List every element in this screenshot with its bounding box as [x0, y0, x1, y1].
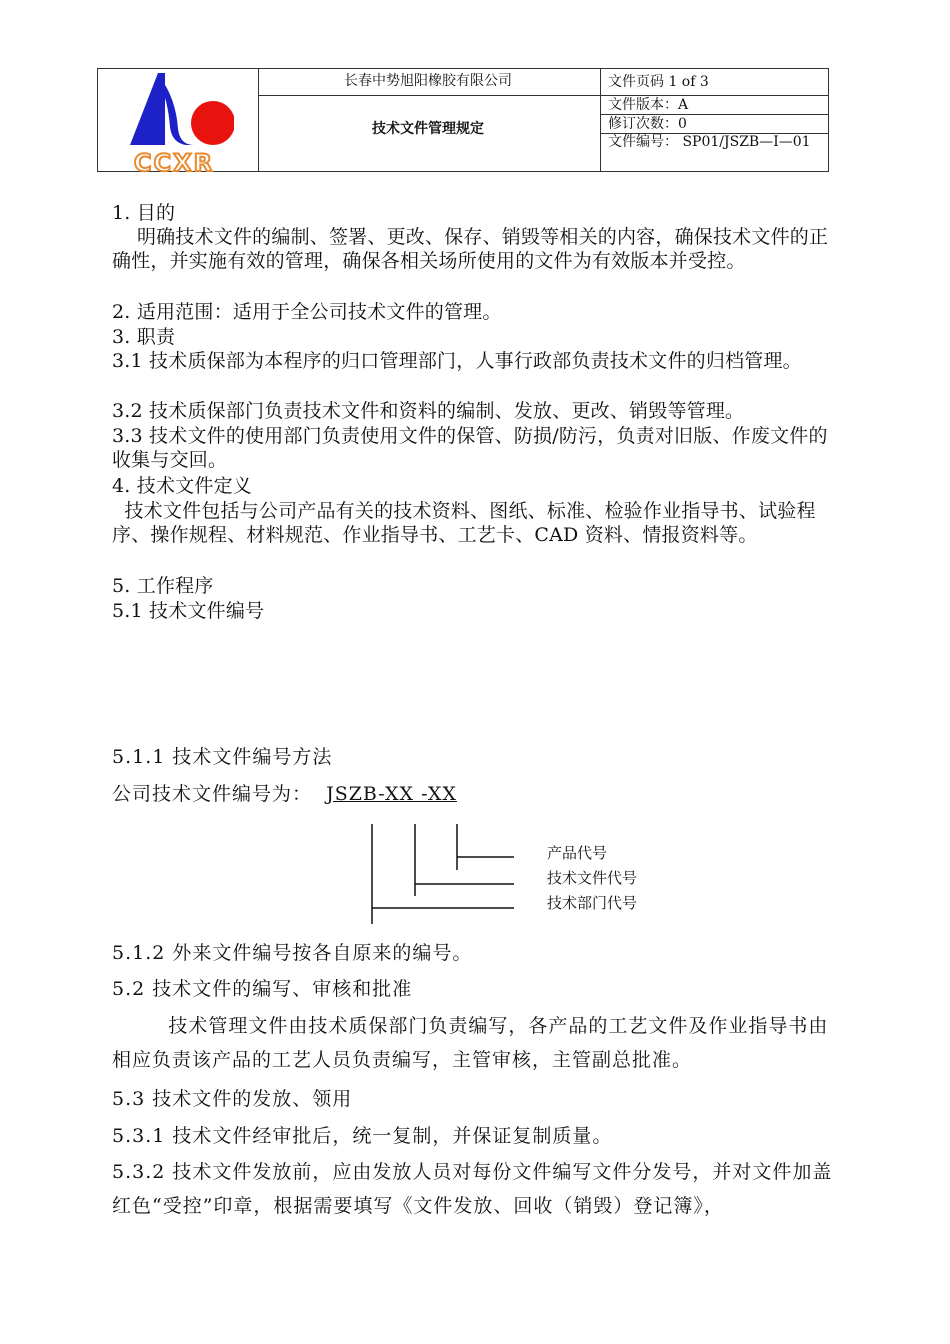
label-document-code: 技术文件代号 — [547, 869, 638, 887]
header-divider — [600, 114, 828, 115]
section-heading: 5. 工作程序 — [112, 575, 214, 597]
header-divider — [258, 95, 600, 96]
paragraph: 3.1 技术质保部为本程序的归口管理部门，人事行政部负责技术文件的归档管理。 — [112, 350, 802, 372]
paragraph: 5.3.2 技术文件发放前，应由发放人员对每份文件编写文件分发号，并对文件加盖红色“受控”印章，根据需要填写《文件发放、回收（销毁）登记簿》， — [112, 1161, 833, 1217]
document-title: 技术文件管理规定 — [372, 121, 484, 137]
paragraph: 5.1.2 外来文件编号按各自原来的编号。 — [112, 942, 473, 964]
code-format-line — [112, 777, 840, 811]
section-heading: 4. 技术文件定义 — [112, 475, 252, 497]
paragraph: 3.2 技术质保部门负责技术文件和资料的编制、发放、更改、销毁等管理。 — [112, 400, 745, 422]
code-format-label: 公司技术文件编号为： — [112, 783, 327, 805]
subsection-heading: 5.2 技术文件的编写、审核和批准 — [112, 978, 413, 1000]
paragraph: 2. 适用范围：适用于全公司技术文件的管理。 — [112, 301, 502, 323]
code-part-dept: JSZB — [326, 783, 379, 805]
header-divider — [600, 95, 828, 96]
paragraph: 3.3 技术文件的使用部门负责使用文件的保管、防损/防污，负责对旧版、作废文件的收集与交回。 — [112, 425, 828, 471]
page-number: 文件页码 1 of 3 — [608, 74, 709, 90]
label-product-code: 产品代号 — [547, 844, 608, 862]
label-department-code: 技术部门代号 — [547, 894, 638, 912]
logo-text: CCXR — [133, 149, 215, 173]
subsection-heading: 5.1.1 技术文件编号方法 — [112, 746, 333, 768]
subsection-heading: 5.1 技术文件编号 — [112, 600, 265, 622]
paragraph: 5.3.1 技术文件经审批后，统一复制，并保证复制质量。 — [112, 1125, 613, 1147]
subsection-heading: 5.3 技术文件的发放、领用 — [112, 1088, 353, 1110]
paragraph: 明确技术文件的编制、签署、更改、保存、销毁等相关的内容，确保技术文件的正确性，并实施有效的管理，确保各相关场所使用的文件为有效版本并受控。 — [112, 226, 829, 272]
company-name: 长春中势旭阳橡胶有限公司 — [344, 73, 512, 89]
company-logo — [116, 69, 234, 173]
header-divider — [600, 69, 601, 171]
document-header-table — [97, 68, 829, 172]
document-code: 文件编号： SP01/JSZB—I—01 — [608, 134, 811, 150]
code-part-doc: -XX — [378, 783, 415, 805]
document-version: 文件版本：A — [608, 97, 689, 113]
paragraph: 技术文件包括与公司产品有关的技术资料、图纸、标准、检验作业指导书、试验程序、操作规程、材料规范、作业指导书、工艺卡、CAD 资料、情报资料等。 — [112, 500, 816, 546]
section-heading: 3. 职责 — [112, 326, 176, 348]
code-structure-diagram — [360, 820, 680, 930]
paragraph: 技术管理文件由技术质保部门负责编写，各产品的工艺文件及作业指导书由相应负责该产品的工艺人员负责编写，主管审核，主管副总批准。 — [112, 1015, 829, 1071]
section-heading: 1. 目的 — [112, 202, 176, 224]
code-part-product: -XX — [414, 783, 457, 805]
revision-count: 修订次数：0 — [608, 116, 687, 132]
